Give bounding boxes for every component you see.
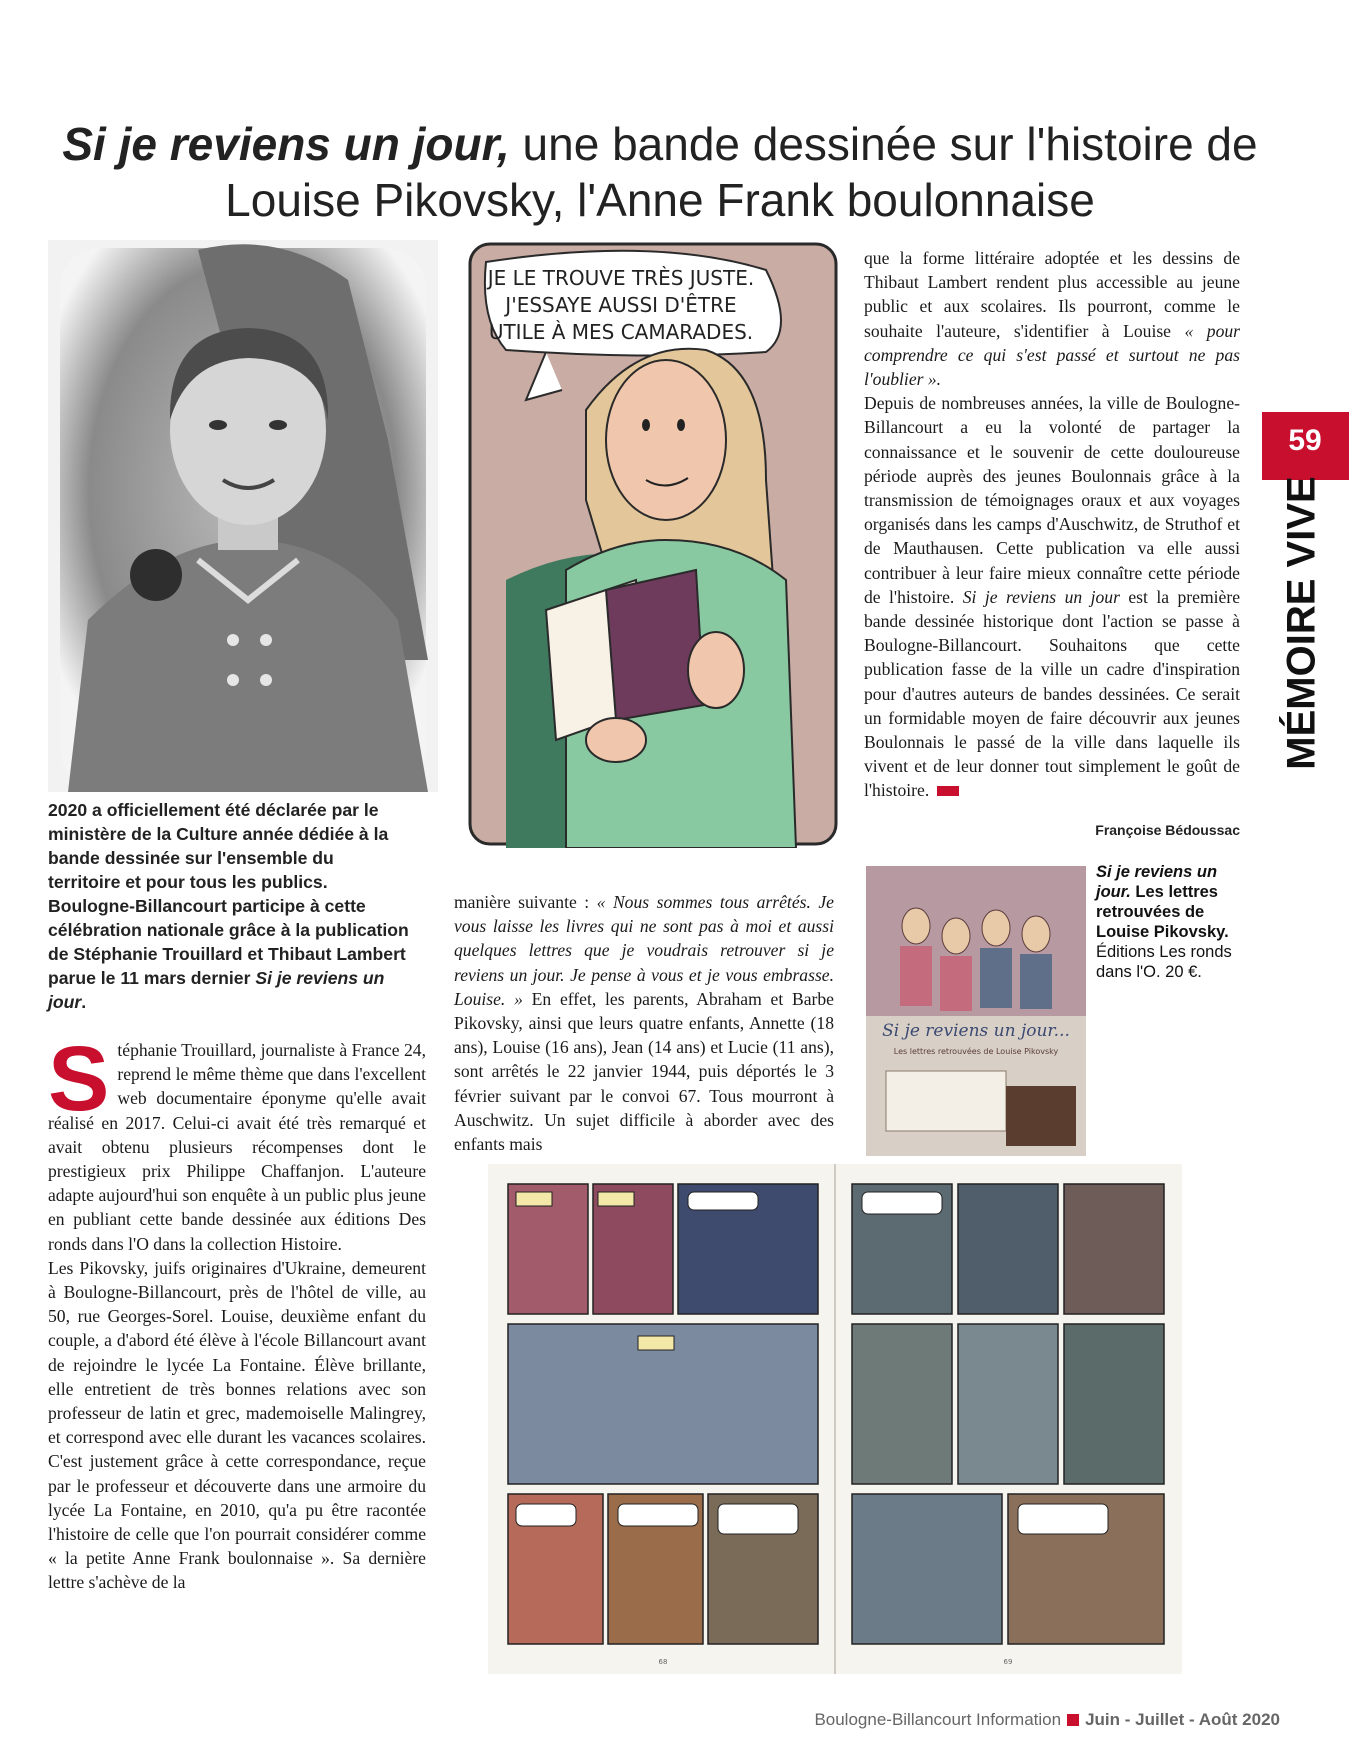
- book-cover: [866, 866, 1086, 1156]
- paragraph-1: [48, 1028, 426, 1256]
- column-3: [864, 246, 1240, 803]
- section-label-container: [1262, 476, 1342, 770]
- intro-text: 2020 a officiellement été déclarée par le ministère de la Culture année dédiée à la bande dessinée sur l'ensemble du territoire et pour tous les publics. Boulogne-Billancourt participe à cette célébration nationale grâce à la publication de Stéphanie Trouillard et Thibaut Lambert parue le 11 mars dernier: [48, 800, 409, 988]
- intro-paragraph: [48, 798, 410, 1014]
- spread-page-left: 68: [658, 1658, 668, 1666]
- comic-spread: [488, 1164, 1182, 1674]
- paragraph-4: [864, 391, 1240, 802]
- cover-subtitle: Les lettres retrouvées de Louise Pikovsky: [893, 1047, 1059, 1056]
- portrait-photo: [48, 240, 438, 792]
- speech-line-1: JE LE TROUVE TRÈS JUSTE.: [487, 266, 755, 290]
- col2-start: manière suivante :: [454, 892, 597, 912]
- page-number: 59: [1288, 424, 1322, 457]
- footer-date: Juin - Juillet - Août 2020: [1085, 1710, 1280, 1729]
- footer-separator: [1067, 1714, 1079, 1726]
- footer-publication: Boulogne-Billancourt Information: [814, 1710, 1062, 1729]
- caption-title: Si je reviens un jour.: [1096, 863, 1218, 901]
- paragraph-2: Les Pikovsky, juifs originaires d'Ukraine, demeurent à Boulogne-Billancourt, près de l'hôtel de ville, au 50, rue Georges-Sorel. Louise, deuxième enfant du couple, a d'abord été élève à l'école Billancourt avant de rejoindre le lycée La Fontaine. Élève brillante, elle entretient de très bonnes relations avec son professeur de latin et grec, mademoiselle Malingrey, et correspond avec elle durant les vacances scolaires. C'est justement grâce à cette correspondance, reçue par le professeur et découverte dans une armoire du lycée La Fontaine, en 2010, qu'a pu être racontée l'histoire de celle que l'on pourrait considérer comme « la petite Anne Frank boulonnaise ». Sa dernière lettre s'achève de la: [48, 1257, 426, 1593]
- book-caption: [1096, 862, 1256, 982]
- end-mark: [937, 786, 959, 796]
- col3-p2-start: Depuis de nombreuses années, la ville de Boulogne-Billancourt a eu la volonté de partager la connaissance et le souvenir de cette douloureuse période auprès des jeunes Boulonnais grâce à la transmission de témoignages oraux et aux voyages organisés dans les camps d'Auschwitz, de Struthof et de Mauthausen. Cette publication va elle aussi contribuer à leur faire mieux connaître cette période de l'histoire.: [864, 393, 1240, 607]
- intro-italic: Si je reviens un jour: [48, 968, 385, 1012]
- author-signature: Françoise Bédoussac: [1095, 822, 1240, 838]
- col3-p2-italic: Si je reviens un jour: [962, 586, 1120, 607]
- spread-page-right: 69: [1003, 1658, 1013, 1666]
- page-footer: [760, 1710, 1280, 1730]
- paragraph-1-text: téphanie Trouillard, journaliste à France 24, reprend le même thème que dans l'excellent web documentaire éponyme qu'elle avait réalisé en 2017. Celui-ci avait été très remarqué et avait obtenu plusieurs récompenses dont le prestigieux prix Philippe Chaffanjon. L'auteure adapte aujourd'hui son enquête à un public plus jeune en publiant cette bande dessinée aux éditions Des ronds dans l'O dans la collection Histoire.: [48, 1040, 426, 1254]
- letter-quote: « Nous sommes tous arrêtés. Je vous laisse les livres qui ne sont pas à moi et aussi quelques lettres que je voudrais retrouver si je reviens un jour. Je pense à vous et je vous embrasse. Louise. »: [454, 892, 834, 1009]
- author-quote: « pour comprendre ce qui s'est passé et surtout ne pas l'oublier ».: [864, 320, 1241, 390]
- title-rest: une bande dessinée sur l'histoire de Louise Pikovsky, l'Anne Frank boulonnaise: [225, 118, 1258, 226]
- drop-cap: S: [48, 1028, 110, 1130]
- comic-panel-illustration: [466, 240, 840, 848]
- column-2: [454, 890, 834, 1156]
- title-italic: Si je reviens un jour,: [62, 118, 510, 170]
- article-title: [40, 116, 1280, 228]
- cover-title: Si je reviens un jour...: [882, 1021, 1070, 1041]
- speech-line-3: UTILE À MES CAMARADES.: [488, 320, 754, 344]
- column-1: [48, 1028, 426, 1595]
- caption-subtitle: Les lettres retrouvées de Louise Pikovsky.: [1096, 883, 1229, 941]
- intro-end: .: [81, 992, 87, 1012]
- section-label: MÉMOIRE VIVE: [1279, 476, 1324, 770]
- col3-p2-end: est la première bande dessinée historique dont l'action se passe à Boulogne-Billancourt. Souhaitons que cette publication fasse de la ville un cadre d'inspiration pour d'autres auteurs de bandes dessinées. Ce serait un formidable moyen de faire découvrir aux jeunes Boulonnais le passé de la ville dans laquelle ils vivent et de leur donner tout simplement le goût de l'histoire.: [864, 586, 1241, 801]
- paragraph-3: [864, 246, 1240, 391]
- col2-end: En effet, les parents, Abraham et Barbe Pikovsky, ainsi que leurs quatre enfants, Annette (18 ans), Louise (16 ans), Jean (14 ans) et Lucie (11 ans), sont arrêtés le 22 janvier 1944, puis déportés le 3 février suivant par le convoi 67. Tous mourront à Auschwitz. Un sujet difficile à aborder avec des enfants mais: [454, 988, 834, 1155]
- speech-line-2: J'ESSAYE AUSSI D'ÊTRE: [505, 293, 737, 317]
- col3-start: que la forme littéraire adoptée et les dessins de Thibaut Lambert rendent plus accessible au jeune public et aux scolaires. Ils pourront, comme le souhaite l'auteure, s'identifier à Louise: [864, 248, 1240, 341]
- caption-publisher: Éditions Les ronds dans l'O. 20 €.: [1096, 943, 1232, 981]
